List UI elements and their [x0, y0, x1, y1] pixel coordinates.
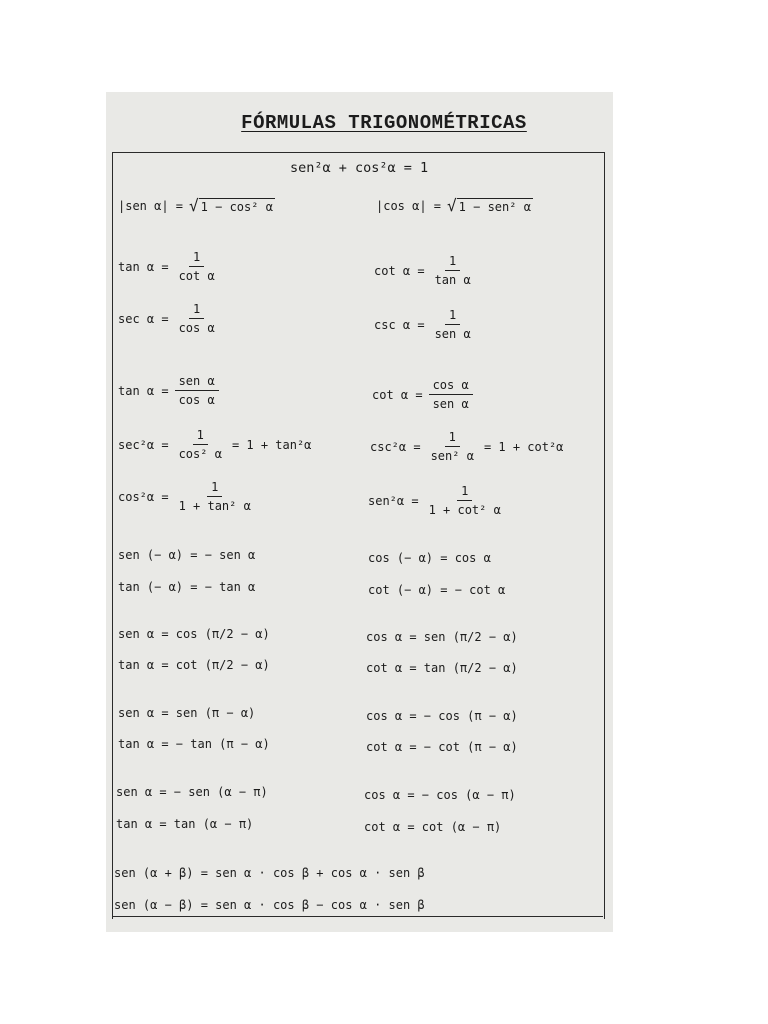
- neg-tan-formula: tan (− α) = − tan α: [118, 580, 256, 594]
- denominator: cos α: [178, 393, 215, 407]
- shift-cot-formula: cot α = cot (α − π): [364, 820, 502, 834]
- fraction: [175, 250, 219, 283]
- sec-squared-lhs: sec²α =: [118, 437, 169, 452]
- sup-cot-formula: cot α = − cot (π − α): [366, 740, 518, 754]
- sen-squared-lhs: sen²α =: [368, 493, 419, 508]
- shift-tan-formula: tan α = tan (α − π): [116, 817, 254, 831]
- csc-formula: [374, 308, 475, 341]
- co-cot-formula: cot α = tan (π/2 − α): [366, 661, 518, 675]
- abs-cos-formula: [376, 196, 533, 215]
- fraction: [425, 484, 505, 517]
- abs-cos-lhs: |cos α| =: [376, 198, 442, 213]
- tan-reciprocal-formula: [118, 250, 219, 283]
- cos-squared-lhs: cos²α =: [118, 489, 169, 504]
- pythagorean-identity: sen²α + cos²α = 1: [290, 160, 429, 176]
- neg-cot-formula: cot (− α) = − cot α: [368, 583, 506, 597]
- formula-box-bottom-rule: [112, 916, 603, 917]
- numerator: 1: [207, 480, 222, 497]
- neg-cos-formula: cos (− α) = cos α: [368, 551, 491, 565]
- csc-squared-lhs: csc²α =: [370, 439, 421, 454]
- sec-lhs: sec α =: [118, 311, 169, 326]
- denominator: cos² α: [178, 447, 222, 461]
- csc-squared-formula: [370, 430, 563, 463]
- fraction: [175, 374, 219, 407]
- sec-squared-rhs: = 1 + tan²α: [231, 437, 312, 452]
- cot-quotient-formula: [372, 378, 473, 411]
- cot-reciprocal-lhs: cot α =: [374, 263, 425, 278]
- denominator: tan α: [434, 273, 471, 287]
- tan-quotient-lhs: tan α =: [118, 383, 169, 398]
- cot-reciprocal-formula: [374, 254, 475, 287]
- numerator: 1: [189, 250, 204, 267]
- numerator: 1: [445, 254, 460, 271]
- denominator: sen² α: [430, 449, 474, 463]
- co-tan-formula: tan α = cot (π/2 − α): [118, 658, 270, 672]
- denominator: sen α: [432, 397, 469, 411]
- neg-sen-formula: sen (− α) = − sen α: [118, 548, 256, 562]
- sen-squared-formula: [368, 484, 505, 517]
- radical-icon: √: [189, 196, 199, 215]
- numerator: 1: [189, 302, 204, 319]
- fraction: [175, 480, 255, 513]
- cot-quotient-lhs: cot α =: [372, 387, 423, 402]
- radical-icon: √: [447, 196, 457, 215]
- denominator: cos α: [178, 321, 215, 335]
- denominator: 1 + tan² α: [178, 499, 251, 513]
- fraction: [427, 430, 478, 463]
- numerator: cos α: [429, 378, 473, 395]
- sup-cos-formula: cos α = − cos (π − α): [366, 709, 518, 723]
- sec-squared-formula: [118, 428, 311, 461]
- abs-cos-radicand: 1 − sen² α: [458, 199, 531, 214]
- fraction: [175, 302, 219, 335]
- tan-reciprocal-lhs: tan α =: [118, 259, 169, 274]
- tan-quotient-formula: [118, 374, 219, 407]
- sum-sen-formula: sen (α + β) = sen α · cos β + cos α · sen β: [114, 866, 425, 880]
- fraction: [431, 254, 475, 287]
- fraction: [429, 378, 473, 411]
- abs-sen-radicand: 1 − cos² α: [200, 199, 273, 214]
- abs-sen-lhs: |sen α| =: [118, 198, 184, 213]
- denominator: sen α: [434, 327, 471, 341]
- diff-sen-formula: sen (α − β) = sen α · cos β − cos α · sen β: [114, 898, 425, 912]
- shift-sen-formula: sen α = − sen (α − π): [116, 785, 268, 799]
- sqrt-abs-sen: [189, 196, 275, 215]
- numerator: 1: [445, 430, 460, 447]
- abs-sen-formula: [118, 196, 275, 215]
- fraction: [175, 428, 226, 461]
- numerator: 1: [193, 428, 208, 445]
- sup-sen-formula: sen α = sen (π − α): [118, 706, 256, 720]
- csc-lhs: csc α =: [374, 317, 425, 332]
- sec-formula: [118, 302, 219, 335]
- page-title: FÓRMULAS TRIGONOMÉTRICAS: [241, 112, 527, 134]
- sup-tan-formula: tan α = − tan (π − α): [118, 737, 270, 751]
- denominator: cot α: [178, 269, 215, 283]
- csc-squared-rhs: = 1 + cot²α: [483, 439, 564, 454]
- fraction: [431, 308, 475, 341]
- denominator: 1 + cot² α: [428, 503, 501, 517]
- numerator: 1: [445, 308, 460, 325]
- cos-squared-formula: [118, 480, 255, 513]
- co-cos-formula: cos α = sen (π/2 − α): [366, 630, 518, 644]
- numerator: 1: [457, 484, 472, 501]
- sqrt-abs-cos: [447, 196, 533, 215]
- co-sen-formula: sen α = cos (π/2 − α): [118, 627, 270, 641]
- numerator: sen α: [175, 374, 219, 391]
- shift-cos-formula: cos α = − cos (α − π): [364, 788, 516, 802]
